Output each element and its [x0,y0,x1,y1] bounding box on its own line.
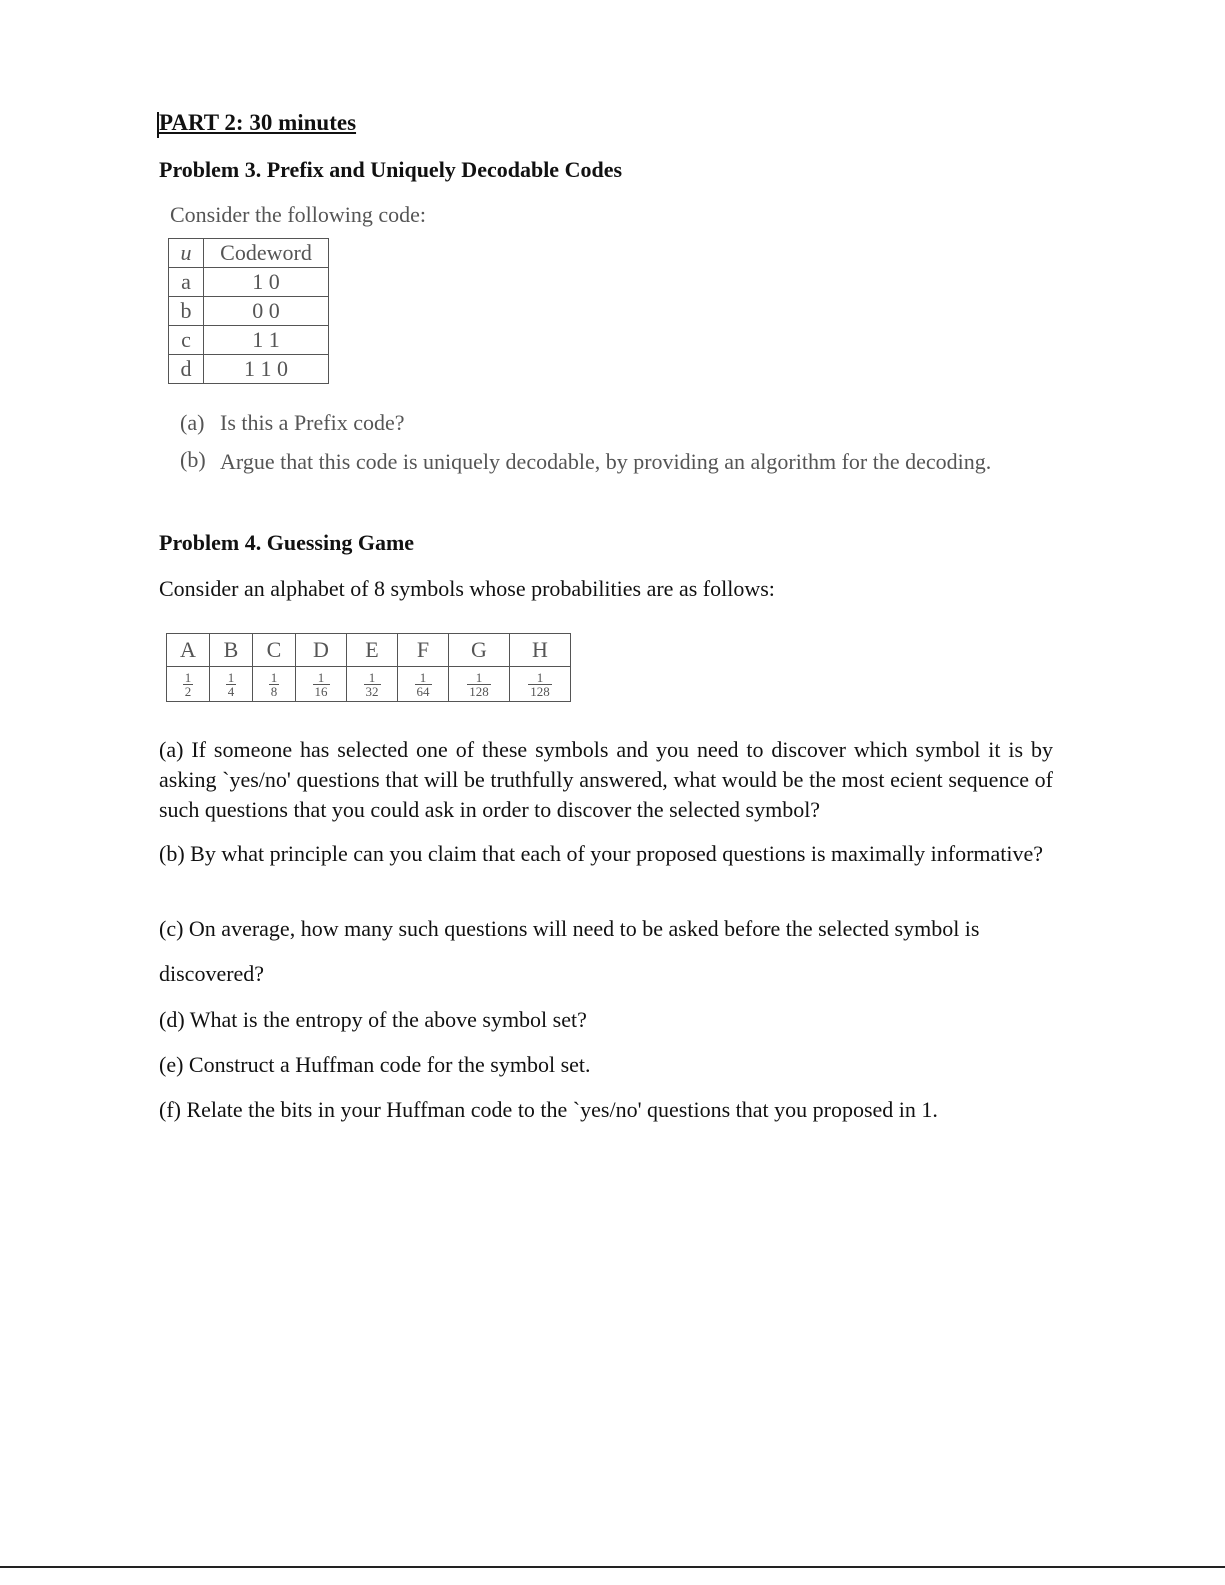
probability-cell [449,667,510,702]
codeword-cell: 1 0 [204,268,329,297]
codeword-cell: 1 1 0 [204,355,329,384]
fraction: $\frac{1}{8}$ [270,669,278,699]
symbol-cell: c [169,326,204,355]
problem-4-question-e: (e) Construct a Huffman code for the symbol set. [159,1052,591,1077]
problem-3-title: Problem 3. Prefix and Uniquely Decodable Codes [159,157,623,182]
symbol-cell: A [167,634,210,667]
header-u: u [169,239,204,268]
problem-4-question-f: (f) Relate the bits in your Huffman code to the `yes/no' questions that you proposed in 1. [159,1097,938,1122]
probability-cell [167,667,210,702]
fraction: $\frac{1}{64}$ [416,669,430,699]
table-row [169,297,329,326]
symbol-cell: H [510,634,571,667]
fraction: $\frac{1}{2}$ [184,669,192,699]
problem-4-question-b: (b) By what principle can you claim that each of your proposed questions is maximally informative? [159,841,1044,866]
fraction: $\frac{1}{4}$ [227,669,235,699]
page-bottom-rule [0,1566,1225,1568]
symbol-cell: a [169,268,204,297]
probability-cell [210,667,253,702]
symbol-cell: b [169,297,204,326]
symbol-cell: F [398,634,449,667]
symbol-cell: D [296,634,347,667]
probability-row [167,667,571,702]
question-text: Argue that this code is uniquely decodable, by providing an algorithm for the decoding. [220,449,992,474]
problem-3-question-a [180,410,405,436]
problem-3-intro: Consider the following code: [170,202,427,227]
probability-cell [253,667,296,702]
symbol-cell: G [449,634,510,667]
codeword-cell: 1 1 [204,326,329,355]
symbol-cell: C [253,634,296,667]
question-label: (b) [180,447,206,472]
header-codeword: Codeword [204,239,329,268]
problem-4-question-c-continued: discovered? [159,961,265,986]
symbol-row [167,634,571,667]
codeword-table [168,238,329,384]
table-row [169,326,329,355]
part-title: PART 2: 30 minutes [159,110,357,135]
probability-table [166,633,571,702]
table-row [169,268,329,297]
codeword-cell: 0 0 [204,297,329,326]
probability-cell [347,667,398,702]
problem-4-question-c: (c) On average, how many such questions will need to be asked before the selected symbol is [159,916,980,941]
table-row [169,355,329,384]
problem-4-title: Problem 4. Guessing Game [159,530,415,555]
problem-4-question-a: (a) If someone has selected one of these symbols and you need to discover which symbol it is by asking `yes/no' questions that will be truthfully answered, what would be the most ecient sequence of such questions that you could ask in order to discover the selected symbol? [159,737,1053,822]
problem-4-question-d: (d) What is the entropy of the above symbol set? [159,1007,587,1032]
problem-3-question-b [180,447,1046,476]
symbol-cell: E [347,634,398,667]
probability-cell [398,667,449,702]
symbol-cell: d [169,355,204,384]
probability-cell [296,667,347,702]
fraction: $\frac{1}{128}$ [530,669,550,699]
probability-cell [510,667,571,702]
question-text: Is this a Prefix code? [220,410,405,435]
fraction: $\frac{1}{128}$ [469,669,489,699]
fraction: $\frac{1}{32}$ [365,669,379,699]
fraction: $\frac{1}{16}$ [314,669,328,699]
question-label: (a) [180,410,205,435]
codeword-table-header [169,239,329,268]
symbol-cell: B [210,634,253,667]
problem-4-intro: Consider an alphabet of 8 symbols whose probabilities are as follows: [159,576,775,601]
